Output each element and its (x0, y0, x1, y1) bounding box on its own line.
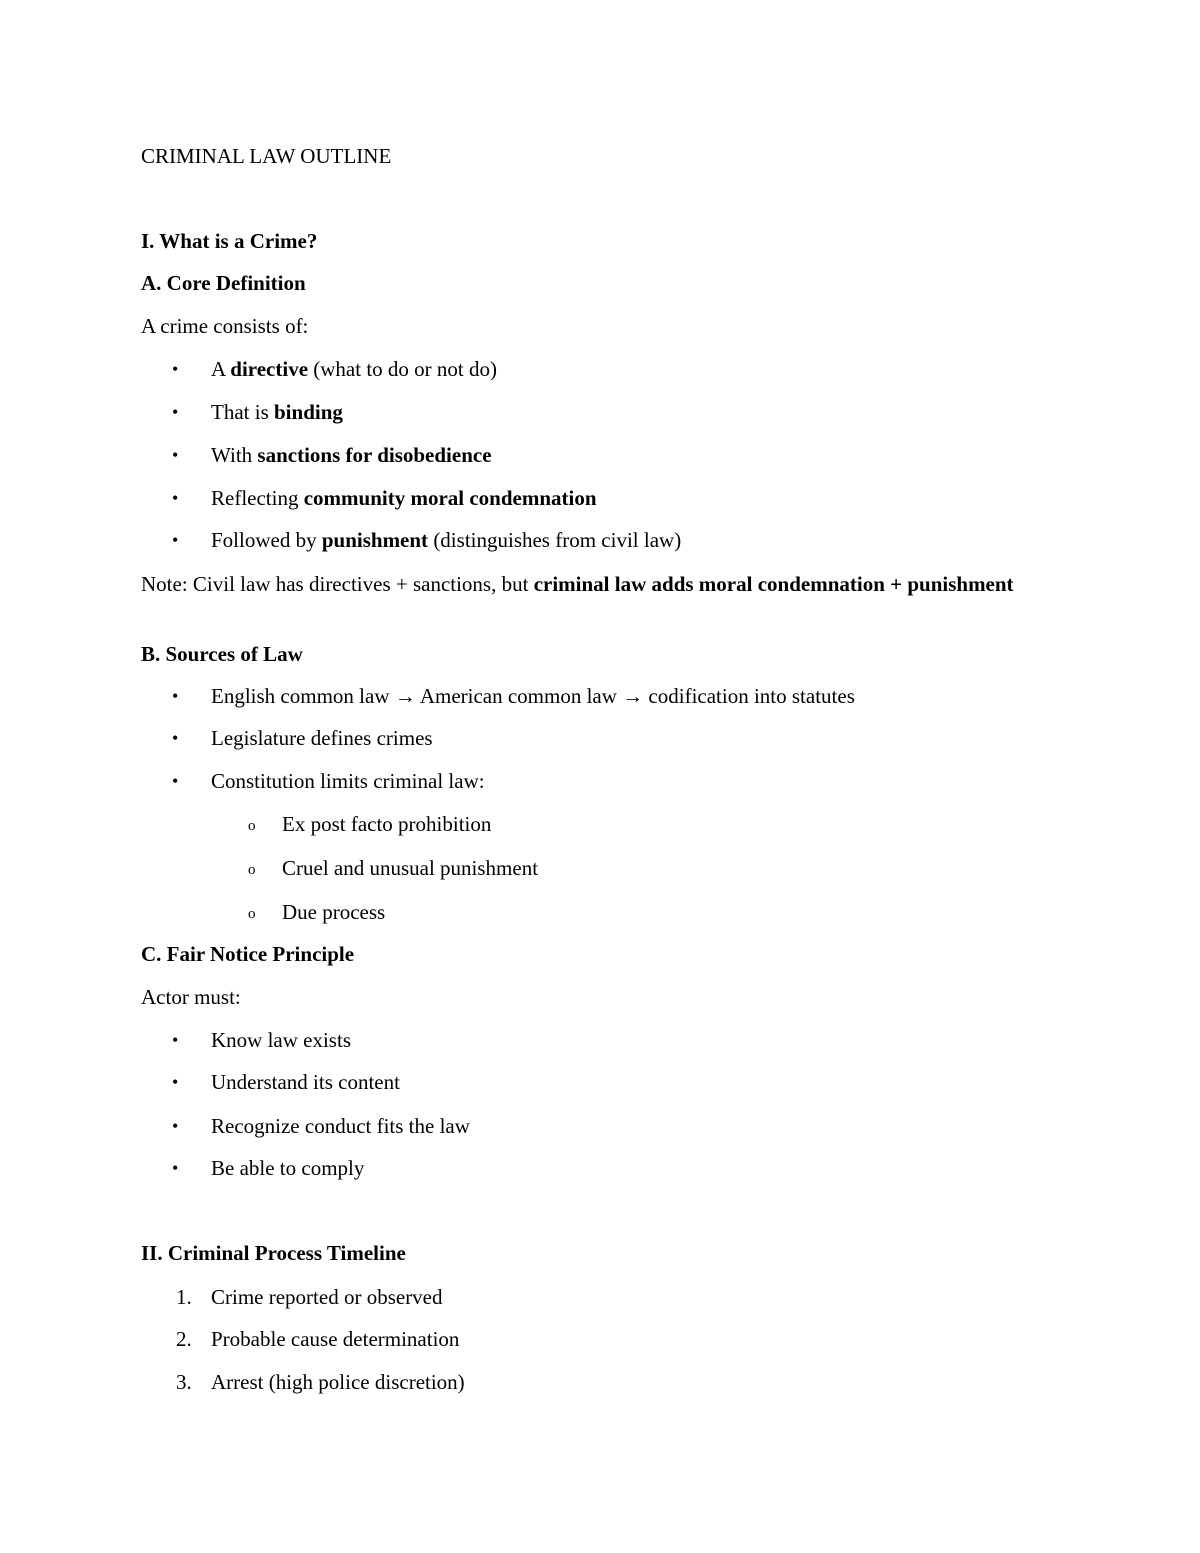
sub-list-item: Ex post facto prohibition (282, 812, 492, 836)
core-definition-intro: A crime consists of: (141, 314, 309, 338)
list-item: Recognize conduct fits the law (211, 1114, 470, 1138)
list-item: English common law → American common law → codification into statutes (211, 684, 855, 708)
fair-notice-intro: Actor must: (141, 985, 241, 1009)
list-item-text: That is (211, 400, 274, 424)
list-item-bold-text: directive (230, 357, 309, 381)
bullet-icon: • (172, 402, 179, 422)
step-item: Arrest (high police discretion) (211, 1370, 465, 1394)
list-item-text: (distinguishes from civil law) (428, 528, 682, 552)
list-item: Constitution limits criminal law: (211, 769, 485, 793)
bullet-icon: • (172, 1072, 179, 1092)
list-item (211, 442, 492, 469)
list-item (211, 527, 681, 554)
list-item: Know law exists (211, 1028, 351, 1052)
bullet-icon: • (172, 359, 179, 379)
list-item-text: A (211, 357, 231, 381)
section-heading-what-is-a-crime: I. What is a Crime? (141, 229, 318, 253)
list-item-text: With (211, 443, 258, 467)
list-item: Legislature defines crimes (211, 726, 433, 750)
sub-list-item: Cruel and unusual punishment (282, 856, 539, 880)
subsection-heading-fair-notice: C. Fair Notice Principle (141, 942, 355, 966)
bullet-icon: • (172, 686, 179, 706)
step-number: 2. (176, 1327, 192, 1351)
list-item: Be able to comply (211, 1156, 365, 1180)
note-paragraph (141, 570, 1021, 598)
list-item-bold-text: punishment (321, 528, 429, 552)
step-number: 3. (176, 1370, 192, 1394)
step-item: Probable cause determination (211, 1327, 460, 1351)
list-item: Understand its content (211, 1070, 400, 1094)
bullet-icon: • (172, 771, 179, 791)
sub-bullet-icon: o (248, 906, 256, 922)
bullet-icon: • (172, 1158, 179, 1178)
note-bold-text: criminal law adds moral condemnation + punishment (533, 572, 1014, 596)
bullet-icon: • (172, 728, 179, 748)
list-item-bold-text: binding (274, 400, 343, 424)
list-item (211, 356, 497, 383)
bullet-icon: • (172, 1116, 179, 1136)
list-item (211, 399, 343, 426)
list-item-bold-text: community moral condemnation (303, 486, 597, 510)
bullet-icon: • (172, 1030, 179, 1050)
section-heading-criminal-process: II. Criminal Process Timeline (141, 1241, 406, 1265)
step-item: Crime reported or observed (211, 1285, 443, 1309)
bullet-icon: • (172, 530, 179, 550)
list-item-bold-text: sanctions for disobedience (257, 443, 492, 467)
sub-bullet-icon: o (248, 862, 256, 878)
list-item (211, 485, 597, 512)
sub-list-item: Due process (282, 900, 386, 924)
document-title: CRIMINAL LAW OUTLINE (141, 144, 392, 168)
list-item-text: (what to do or not do) (308, 357, 497, 381)
bullet-icon: • (172, 445, 179, 465)
list-item-text: Followed by (211, 528, 322, 552)
bullet-icon: • (172, 488, 179, 508)
note-text: Note: Civil law has directives + sanctions, but (141, 572, 534, 596)
step-number: 1. (176, 1285, 192, 1309)
sub-bullet-icon: o (248, 818, 256, 834)
subsection-heading-core-definition: A. Core Definition (141, 271, 306, 295)
subsection-heading-sources-of-law: B. Sources of Law (141, 642, 303, 666)
list-item-text: Reflecting (211, 486, 304, 510)
